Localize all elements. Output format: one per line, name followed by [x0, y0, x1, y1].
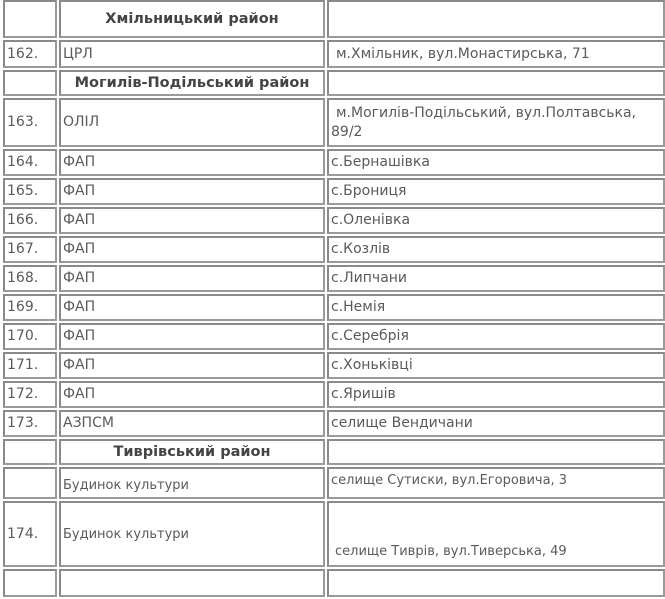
facilities-table	[1, 0, 665, 599]
address: с.Липчани	[327, 265, 665, 292]
row-number: 170.	[3, 323, 57, 350]
table-row	[3, 410, 665, 437]
table-row	[3, 98, 665, 147]
row-number: 166.	[3, 207, 57, 234]
row-number	[3, 70, 57, 96]
row-number	[3, 569, 57, 597]
district-name: Хмільницький район	[59, 0, 325, 38]
district-row-tyvriv	[3, 439, 665, 465]
table-row-partial	[3, 569, 665, 597]
row-number: 167.	[3, 236, 57, 263]
address: с.Оленівка	[327, 207, 665, 234]
address: м.Могилів-Подільський, вул.Полтавська, 89/2	[327, 98, 665, 147]
address	[327, 439, 665, 465]
facility-type: АЗПСМ	[59, 410, 325, 437]
address: с.Немія	[327, 294, 665, 321]
table-row	[3, 294, 665, 321]
district-row-khmilnyk	[3, 0, 665, 38]
row-number: 172.	[3, 381, 57, 408]
facility-type: ФАП	[59, 265, 325, 292]
address: с.Яришів	[327, 381, 665, 408]
table-row	[3, 149, 665, 176]
facility-type: Будинок культури	[59, 467, 325, 499]
facility-type: ФАП	[59, 294, 325, 321]
address: с.Хоньківці	[327, 352, 665, 379]
facility-type: ФАП	[59, 352, 325, 379]
facility-type: ФАП	[59, 149, 325, 176]
address: с.Бернашівка	[327, 149, 665, 176]
address	[327, 569, 665, 597]
facility-type: ФАП	[59, 178, 325, 205]
facility-type: ОЛІЛ	[59, 98, 325, 147]
row-number	[3, 467, 57, 499]
address: м.Хмільник, вул.Монастирська, 71	[327, 40, 665, 68]
facility-type: ФАП	[59, 323, 325, 350]
table-row	[3, 265, 665, 292]
row-number: 165.	[3, 178, 57, 205]
row-number: 164.	[3, 149, 57, 176]
row-number: 173.	[3, 410, 57, 437]
table-row	[3, 40, 665, 68]
district-name: Могилів-Подільський район	[59, 70, 325, 96]
row-number: 162.	[3, 40, 57, 68]
address	[327, 0, 665, 38]
table-row	[3, 352, 665, 379]
address	[327, 70, 665, 96]
facility-type: ФАП	[59, 207, 325, 234]
address: селище Вендичани	[327, 410, 665, 437]
facility-type: ЦРЛ	[59, 40, 325, 68]
table-row	[3, 467, 665, 499]
row-number: 171.	[3, 352, 57, 379]
district-row-mohyliv-podilskyi	[3, 70, 665, 96]
facility-type: Будинок культури	[59, 501, 325, 567]
table-row	[3, 501, 665, 567]
facility-type: ФАП	[59, 236, 325, 263]
table-row	[3, 381, 665, 408]
row-number: 168.	[3, 265, 57, 292]
row-number: 163.	[3, 98, 57, 147]
address: селище Тиврів, вул.Тиверська, 49	[327, 501, 665, 567]
facility-type	[59, 569, 325, 597]
row-number	[3, 0, 57, 38]
table-row	[3, 236, 665, 263]
row-number: 174.	[3, 501, 57, 567]
table-row	[3, 323, 665, 350]
row-number	[3, 439, 57, 465]
facility-type: ФАП	[59, 381, 325, 408]
row-number: 169.	[3, 294, 57, 321]
table-row	[3, 207, 665, 234]
district-name: Тиврівський район	[59, 439, 325, 465]
address: с.Брониця	[327, 178, 665, 205]
address: селище Сутиски, вул.Егоровича, 3	[327, 467, 665, 499]
address: с.Козлів	[327, 236, 665, 263]
address: с.Серебрія	[327, 323, 665, 350]
table-row	[3, 178, 665, 205]
